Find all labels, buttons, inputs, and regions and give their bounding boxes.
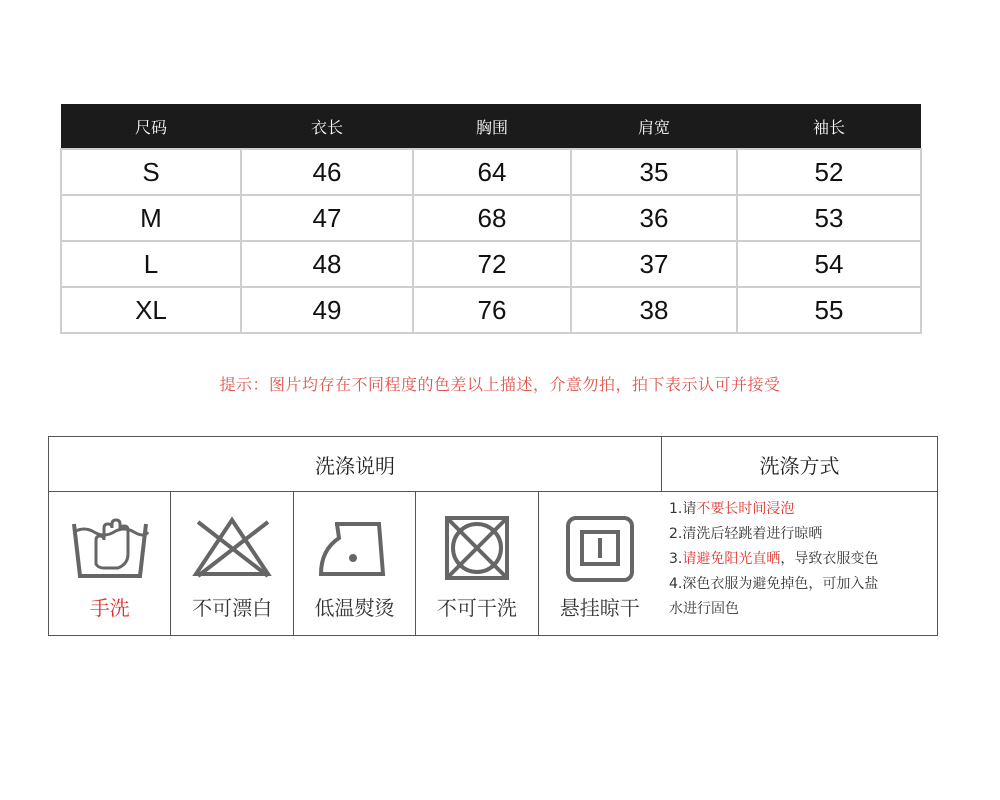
cell-length: 47 (241, 195, 413, 241)
cell-size: M (61, 195, 241, 241)
method-text: 2.清洗后轻跳着进行晾晒 (669, 526, 823, 542)
cell-length: 48 (241, 241, 413, 287)
no-dry-clean-label: 不可干洗 (436, 596, 517, 620)
header-size: 尺码 (61, 104, 241, 149)
cell-sleeve: 54 (737, 241, 921, 287)
cell-shoulder: 36 (571, 195, 737, 241)
care-icons-row (49, 492, 661, 636)
size-chart-header-row (61, 104, 921, 149)
hand-wash-label: 手洗 (89, 596, 130, 620)
hang-dry-label: 悬挂晾干 (559, 596, 640, 620)
header-length: 衣长 (241, 104, 413, 149)
no-bleach-icon (192, 514, 272, 584)
wash-method-item (669, 522, 931, 547)
wash-method-item (669, 547, 931, 572)
wash-methods-title: 洗涤方式 (662, 437, 937, 492)
cell-shoulder: 38 (571, 287, 737, 333)
hand-wash-icon (70, 514, 150, 584)
table-row (61, 241, 921, 287)
wash-methods-list (669, 497, 931, 622)
care-cell-no-bleach (171, 492, 293, 636)
cell-size: XL (61, 287, 241, 333)
care-cell-hang-dry (539, 492, 661, 636)
cell-size: L (61, 241, 241, 287)
cell-chest: 76 (413, 287, 571, 333)
cell-shoulder: 37 (571, 241, 737, 287)
care-instructions-title: 洗涤说明 (49, 437, 662, 492)
cell-chest: 72 (413, 241, 571, 287)
color-difference-notice: 提示：图片均存在不同程度的色差以上描述，介意勿拍，拍下表示认可并接受 (219, 375, 781, 394)
cell-chest: 68 (413, 195, 571, 241)
method-text: ，导致衣服变色 (780, 551, 879, 567)
low-iron-label: 低温熨烫 (314, 596, 395, 620)
table-row (61, 287, 921, 333)
low-iron-icon (315, 514, 395, 584)
header-shoulder: 肩宽 (571, 104, 737, 149)
method-text: 水进行固色 (669, 601, 739, 617)
cell-sleeve: 52 (737, 149, 921, 195)
care-instructions-panel (48, 436, 938, 636)
care-cell-low-iron (294, 492, 416, 636)
wash-method-item (669, 597, 931, 622)
cell-length: 46 (241, 149, 413, 195)
cell-chest: 64 (413, 149, 571, 195)
header-sleeve: 袖长 (737, 104, 921, 149)
hang-dry-icon (560, 514, 640, 584)
method-highlight: 请避免阳光直晒 (682, 551, 781, 567)
method-highlight: 不要长时间浸泡 (696, 501, 795, 517)
method-text: 3. (669, 551, 683, 567)
method-text: 4.深色衣服为避免掉色，可加入盐 (669, 576, 879, 592)
cell-length: 49 (241, 287, 413, 333)
cell-shoulder: 35 (571, 149, 737, 195)
care-cell-hand-wash (49, 492, 171, 636)
table-row (61, 195, 921, 241)
wash-method-item (669, 572, 931, 597)
size-chart-table (60, 104, 922, 334)
wash-method-item (669, 497, 931, 522)
cell-sleeve: 55 (737, 287, 921, 333)
no-dry-clean-icon (437, 514, 517, 584)
cell-size: S (61, 149, 241, 195)
care-cell-no-dry-clean (416, 492, 538, 636)
no-bleach-label: 不可漂白 (192, 596, 273, 620)
header-chest: 胸围 (413, 104, 571, 149)
table-row (61, 149, 921, 195)
method-text: 1.请 (669, 501, 697, 517)
cell-sleeve: 53 (737, 195, 921, 241)
